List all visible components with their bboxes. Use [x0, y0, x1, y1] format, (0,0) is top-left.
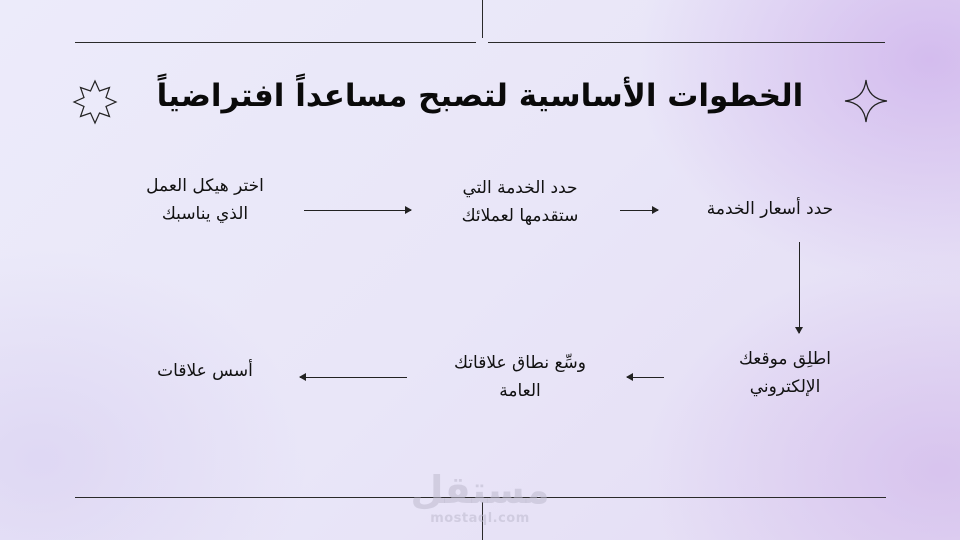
step-expand-network: وسِّع نطاق علاقاتك العامة: [453, 353, 586, 401]
top-rule-left: [75, 42, 476, 43]
arrow-structure-to-service: [304, 210, 411, 211]
arrow-service-to-prices: [620, 210, 658, 211]
watermark-url: mostaql.com: [430, 511, 530, 526]
step-build-relations: أسس علاقات: [157, 361, 253, 381]
step-choose-structure: اختر هيكل العمل الذي يناسبك: [146, 176, 264, 224]
top-rule-right: [488, 42, 885, 43]
step-define-service: حدد الخدمة التي ستقدمها لعملائك: [461, 178, 579, 226]
watermark-logo: مستقل: [410, 468, 550, 512]
arrow-network-to-relations: [300, 377, 407, 378]
step-set-prices: حدد أسعار الخدمة: [706, 199, 834, 219]
step-launch-website: اطلِق موقعك الإلكتروني: [738, 349, 831, 397]
top-divider: [482, 0, 483, 38]
star-outline-icon: [72, 79, 118, 125]
sparkle-icon: [843, 78, 889, 124]
arrow-prices-to-website: [799, 242, 800, 333]
page-title: الخطوات الأساسية لتصبح مساعداً افتراضياً: [156, 78, 804, 114]
arrow-website-to-network: [627, 377, 664, 378]
